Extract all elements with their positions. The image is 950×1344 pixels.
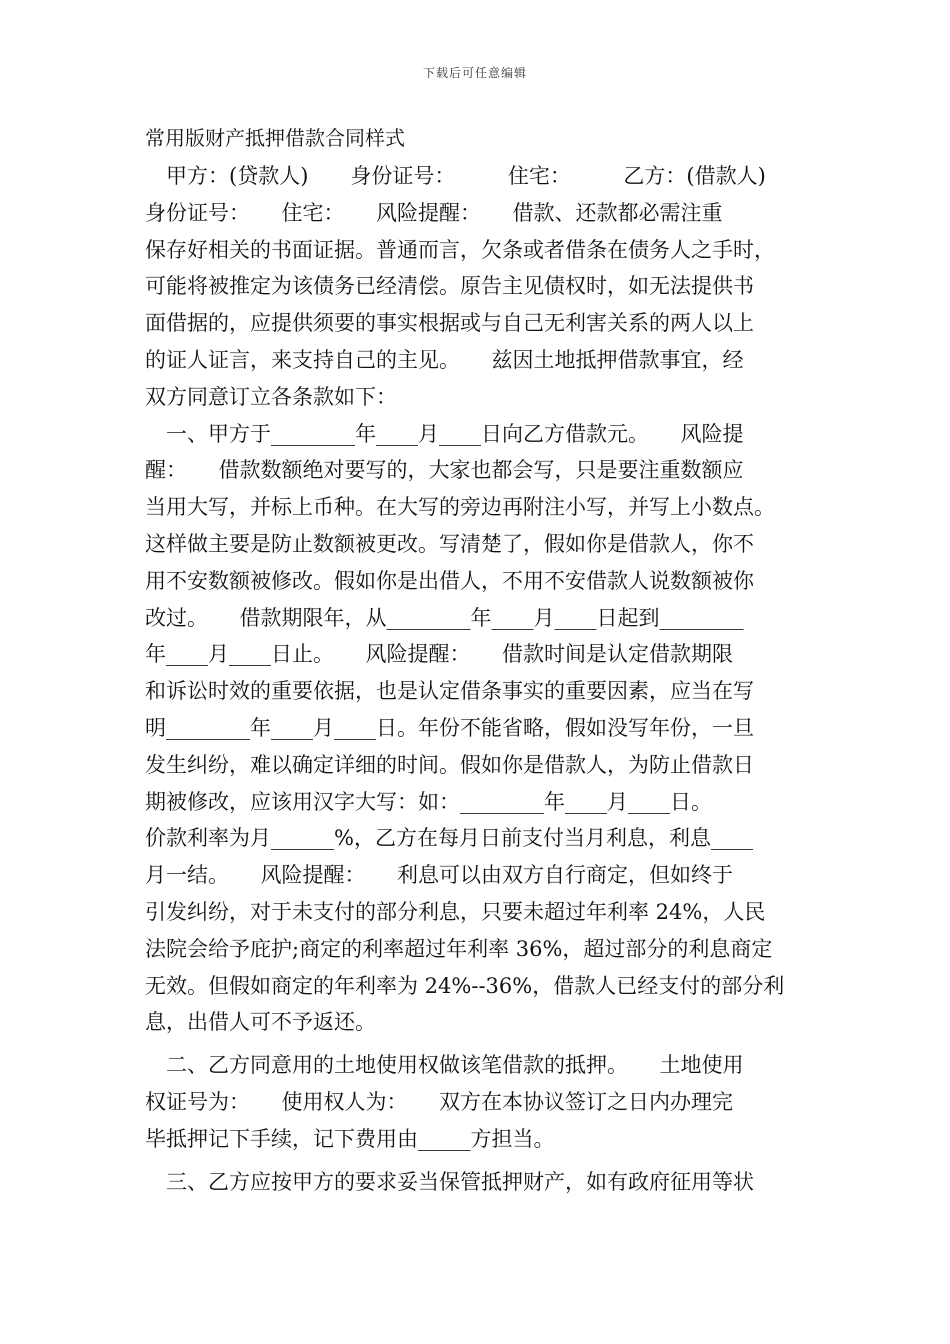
text-line: 价款利率为月______%，乙方在每月日前支付当月利息，利息____ <box>145 826 753 851</box>
text-line: 身份证号： 住宅： 风险提醒： 借款、还款都必需注重 <box>145 200 723 225</box>
text-line: 一、甲方于________年____月____日向乙方借款元。 风险提 <box>145 421 744 446</box>
text-line: 用不安数额被修改。假如你是出借人，不用不安借款人说数额被你 <box>145 568 754 593</box>
page-header: 下载后可任意编辑 <box>422 66 527 80</box>
text-line: 二、乙方同意用的土地使用权做该笔借款的抵押。 土地使用 <box>145 1053 744 1078</box>
text-line: 引发纠纷，对于未支付的部分利息，只要未超过年利率 24%，人民 <box>145 899 766 924</box>
text-line: 甲方：(贷款人) 身份证号： 住宅： 乙方：(借款人) <box>145 164 766 188</box>
text-line: 的证人证言，来支持自己的主见。 兹因土地抵押借款事宜，经 <box>145 347 744 372</box>
text-line: 醒： 借款数额绝对要写的，大家也都会写，只是要注重数额应 <box>145 458 744 483</box>
text-line: 权证号为： 使用权人为： 双方在本协议签订之日内办理完 <box>145 1089 733 1114</box>
text-line: 无效。但假如商定的年利率为 24%--36%，借款人已经支付的部分利 <box>145 973 785 998</box>
text-line: 当用大写，并标上币种。在大写的旁边再附注小写，并写上小数点。 <box>145 495 775 520</box>
text-line: 法院会给予庇护;商定的利率超过年利率 36%，超过部分的利息商定 <box>145 936 773 961</box>
text-line: 月一结。 风险提醒： 利息可以由双方自行商定，但如终于 <box>145 863 733 888</box>
text-line: 发生纠纷，难以确定详细的时间。假如你是借款人，为防止借款日 <box>145 752 754 777</box>
text-line: 期被修改，应该用汉字大写：如：________年____月____日。 <box>145 789 712 814</box>
text-line: 保存好相关的书面证据。普通而言，欠条或者借条在债务人之手时， <box>145 237 775 262</box>
text-line: 年____月____日止。 风险提醒： 借款时间是认定借款期限 <box>145 642 733 667</box>
text-line: 这样做主要是防止数额被更改。写清楚了，假如你是借款人，你不 <box>145 531 754 556</box>
text-line: 双方同意订立各条款如下： <box>145 384 397 409</box>
document-title: 常用版财产抵押借款合同样式 <box>145 126 405 150</box>
text-line: 和诉讼时效的重要依据，也是认定借条事实的重要因素，应当在写 <box>145 679 754 704</box>
text-line: 息，出借人可不予返还。 <box>145 1010 376 1035</box>
text-line: 可能将被推定为该债务已经清偿。原告主见债权时，如无法提供书 <box>145 274 754 299</box>
document-body <box>145 120 810 1200</box>
text-line: 毕抵押记下手续，记下费用由_____方担当。 <box>145 1126 555 1151</box>
text-line: 三、乙方应按甲方的要求妥当保管抵押财产，如有政府征用等状 <box>145 1169 754 1194</box>
text-line: 改过。 借款期限年，从________年____月____日起到________ <box>145 605 744 630</box>
text-line: 明________年____月____日。年份不能省略，假如没写年份，一旦 <box>145 715 754 740</box>
text-line: 面借据的，应提供须要的事实根据或与自己无利害关系的两人以上 <box>145 311 754 336</box>
